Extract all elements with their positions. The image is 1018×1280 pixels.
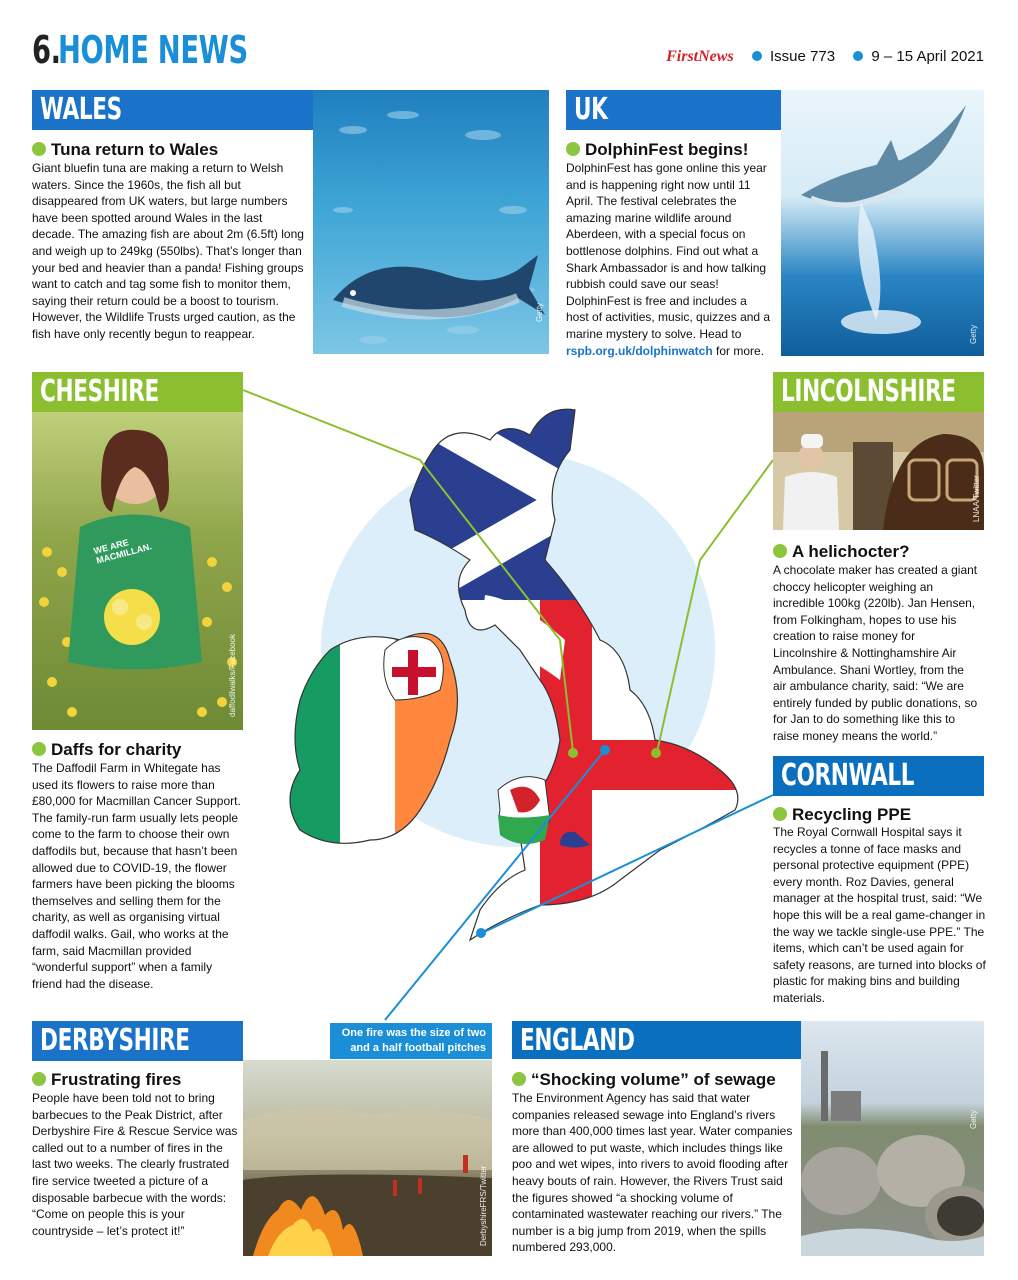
region-label: LINCOLNSHIRE (781, 374, 956, 409)
england-region-header (512, 1021, 801, 1059)
bullet-icon (32, 742, 46, 756)
bullet-icon (512, 1072, 526, 1086)
chocolate-helicopter-icon (773, 412, 984, 530)
pipes-icon (801, 1021, 984, 1256)
region-label: DERBYSHIRE (40, 1023, 190, 1058)
photo-credit: LNAA/Twitter (972, 475, 981, 522)
moorland-fire-photo (243, 1060, 492, 1256)
region-label: ENGLAND (520, 1023, 635, 1058)
lincolnshire-headline: A helichocter? (773, 542, 909, 562)
bullet-icon (773, 807, 787, 821)
england-headline: “Shocking volume” of sewage (512, 1070, 776, 1090)
dolphinwatch-link[interactable]: rspb.org.uk/dolphinwatch (566, 343, 713, 358)
daffodil-icon (32, 412, 243, 730)
fire-icon (243, 1060, 492, 1256)
england-body: The Environment Agency has said that water companies released sewage into England’s rivers more than 400,000 times last year. Water companies are allowed to put waste, which includes things like poo and wet wipes, into rivers to avoid flooding after heavy bouts of rain. However, the Rivers Trust said the figures showed “a shocking volume of contaminated wastewater reaching our rivers.” The number is a big jump from 2019, when the spills numbered 293,000. (512, 1091, 793, 1255)
lincolnshire-body: A chocolate maker has created a giant choccy helicopter weighing an incredible 100kg (220lb). Jan Hensen, from Folkingham, hopes to use his creation to raise money for Lincolnshire & Nottinghamshire Air Ambulance. Shani Wortley, from the air ambulance charity, said: “We are entirely funded by public donations, so for Jan to do something like this to raise money means the world.” (773, 563, 978, 743)
daffodil-farm-photo (32, 412, 243, 730)
lincolnshire-region-header (773, 372, 984, 412)
issue-number: Issue 773 (770, 48, 836, 65)
cornwall-body: The Royal Cornwall Hospital says it recycles a tonne of face masks and personal protective equipment (PPE) every month. Roz Davies, general manager at the hospital trust, said: “We hope this will be a real game-changer in the way we tackle single-use PPE.” The items, which can’t be used again for safety reasons, are turned into blocks of plastic for making bins and building materials. (773, 825, 986, 1005)
sewage-outfall-photo (801, 1021, 984, 1256)
macmillan-sweater-logo: WE ARE MACMILLAN. (92, 537, 153, 566)
derbyshire-headline: Frustrating fires (32, 1070, 181, 1090)
cheshire-region-header (32, 372, 243, 412)
bullet-icon (773, 544, 787, 558)
bullet-icon (32, 1072, 46, 1086)
derbyshire-region-header (32, 1021, 243, 1061)
cornwall-region-header (773, 756, 984, 796)
page-number: 6. (32, 28, 61, 72)
cheshire-body: The Daffodil Farm in Whitegate has used its flowers to raise more than £80,000 for Macmillan Cancer Support. The family-run farm usually lets people come to the farm to choose their own daffodils but, because that hasn’t been allowed due to COVID-19, the flower farmers have been picking the blooms themselves and selling them for the charity, as well as organising virtual daffodil walks. Gail, who works at the farm, said Macmillan provided “wonderful support” when a family friend had the disease. (32, 761, 241, 991)
wales-headline: Tuna return to Wales (32, 140, 218, 160)
uk-body: DolphinFest has gone online this year and is happening right now until 11 April. The festival celebrates the amazing marine wildlife around Aberdeen, with a special focus on bottlenose dolphins. Find out what a Shark Ambassador is and how talking rubbish could save our seas! DolphinFest is free and includes a host of activities, music, quizzes and a marine mystery to solve. Head to rspb.org.uk/dolphinwatch for more. (566, 161, 771, 358)
brand-logo: FirstNews (666, 48, 734, 65)
derbyshire-body: People have been told not to bring barbecues to the Peak District, after Derbyshire Fire & Rescue Service was called out to a number of fires in the last two weeks. The clearly frustrated fire service tweeted a picture of a disposable barbecue with the words: “Come on people this is your countryside – let’s protect it!” (32, 1091, 238, 1238)
uk-headline: DolphinFest begins! (566, 140, 748, 160)
cheshire-headline: Daffs for charity (32, 740, 181, 760)
photo-credit: daffodilwalks/Facebook (228, 633, 237, 717)
fire-caption: One fire was the size of two and a half football pitches (330, 1023, 492, 1059)
photo-credit: Getty (535, 302, 544, 322)
section-title: HOME NEWS (58, 28, 248, 72)
region-label: CHESHIRE (40, 374, 159, 409)
cornwall-headline: Recycling PPE (773, 805, 911, 825)
photo-credit: Getty (969, 1109, 978, 1129)
chocolate-helicopter-photo (773, 412, 984, 530)
photo-credit: DerbyshireFRS/Twitter (479, 1165, 488, 1246)
region-label: WALES (40, 92, 122, 127)
wales-body: Giant bluefin tuna are making a return to Welsh waters. Since the 1960s, the fish all but disappeared from UK waters, but large numbers have been spotted around Wales in the last decade. The amazing fish are about 2m (6.5ft) long and weigh up to 249kg (550lbs). That’s longer than your bed and heavier than a panda! Fishing groups want to catch and tag some fish to monitor them, saying their return could be a boost to tourism. However, the Wildlife Trusts urged caution, as the fish have only recently begun to reappear. (32, 161, 304, 341)
region-label: UK (574, 92, 608, 127)
region-label: CORNWALL (781, 758, 915, 793)
issue-dates: 9 – 15 April 2021 (871, 48, 984, 65)
photo-credit: Getty (969, 324, 978, 344)
